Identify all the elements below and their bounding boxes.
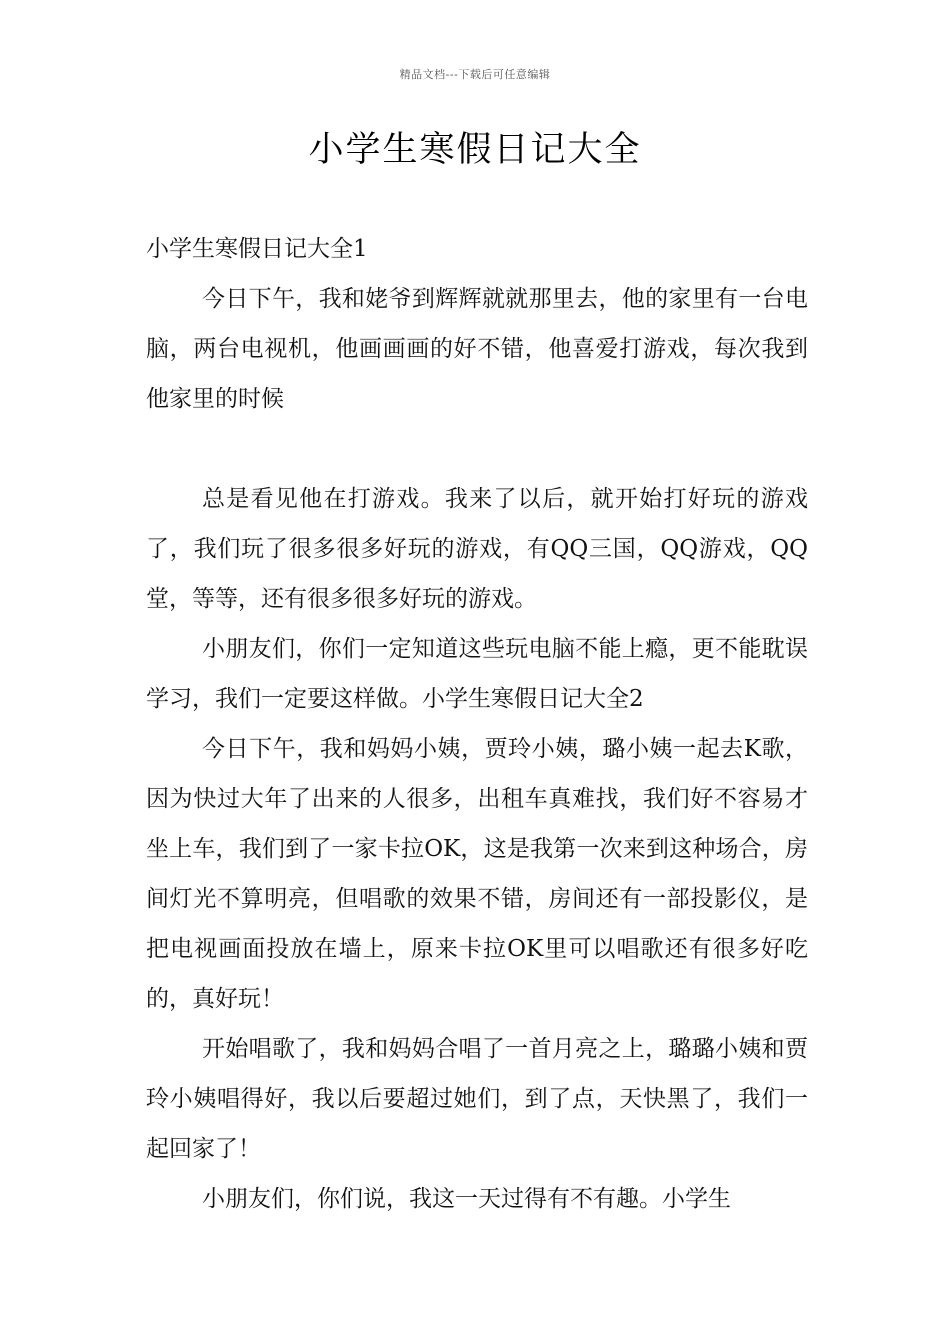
header-watermark: 精品文档---下载后可任意编辑: [399, 68, 551, 81]
document-title: 小学生寒假日记大全: [308, 130, 642, 170]
paragraph: 小朋友们，你们说，我这一天过得有不有趣。小学生: [202, 1186, 731, 1212]
paragraph: 开始唱歌了，我和妈妈合唱了一首月亮之上，璐璐小姨和贾玲小姨唱得好，我以后要超过她们，到了点，天快黑了，我们一起回家了！: [146, 1036, 808, 1162]
paragraph: 今日下午，我和妈妈小姨，贾玲小姨，璐小姨一起去K歌，因为快过大年了出来的人很多，出租车真难找，我们好不容易才坐上车，我们到了一家卡拉OK，这是我第一次来到这种场合，房间灯光不算明亮，但唱歌的效果不错，房间还有一部投影仪，是把电视画面投放在墙上，原来卡拉OK里可以唱歌还有很多好吃的，真好玩！: [146, 736, 808, 1012]
paragraph-gap: [146, 424, 808, 474]
document-body: [146, 224, 808, 1224]
paragraph: 总是看见他在打游戏。我来了以后，就开始打好玩的游戏了，我们玩了很多很多好玩的游戏，有QQ三国，QQ游戏，QQ堂，等等，还有很多很多好玩的游戏。: [146, 486, 808, 612]
paragraph: 小朋友们，你们一定知道这些玩电脑不能上瘾，更不能耽误学习，我们一定要这样做。小学生寒假日记大全2: [146, 636, 808, 712]
paragraph: 今日下午，我和姥爷到辉辉就就那里去，他的家里有一台电脑，两台电视机，他画画画的好不错，他喜爱打游戏，每次我到他家里的时候: [146, 286, 808, 412]
section-heading: 小学生寒假日记大全1: [146, 236, 368, 262]
